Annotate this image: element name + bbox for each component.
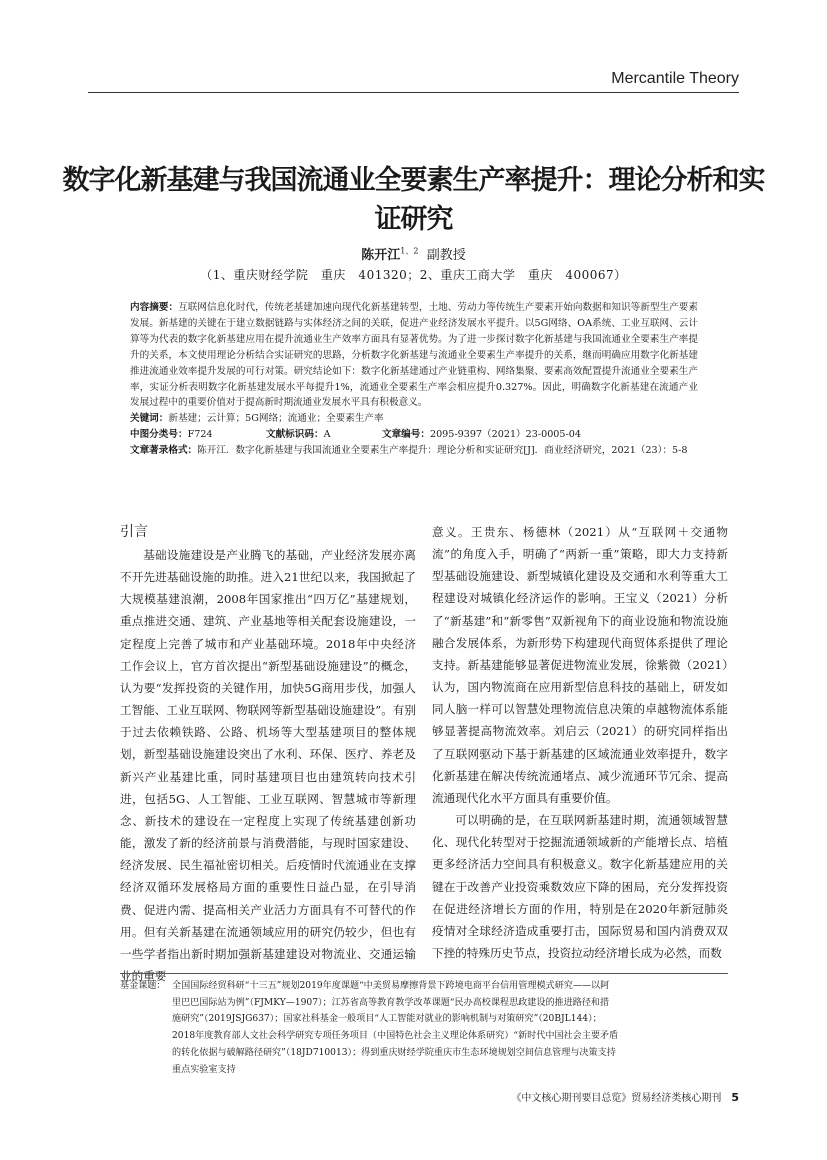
keywords: [130, 411, 698, 427]
funding-footnote: [120, 978, 728, 1078]
footnote-line: 2018年度教育部人文社会科学研究专项任务项目（中国特色社会主义理论体系研究）“新时代中国社会主要矛盾: [172, 1031, 619, 1042]
doc-code-label: 文献标识码：: [266, 429, 324, 441]
footnote-line: 重点实验室支持: [172, 1064, 236, 1075]
footnote-divider: [120, 973, 728, 974]
footnote-label: 基金课题：: [120, 981, 166, 991]
keywords-label: 关键词：: [130, 413, 169, 425]
body-column-left: [120, 521, 416, 987]
abstract: [130, 300, 698, 411]
footnote-line: 里巴巴国际站为例”（FJMKY—1907）；江苏省高等教育教学改革课题“民办高校课程思政建设的推进路径和措: [172, 997, 610, 1008]
section-heading: 引言: [120, 524, 148, 540]
journal-brand: Mercantile Theory: [611, 70, 739, 87]
header-divider: [88, 92, 739, 93]
clc-value: F724: [187, 429, 213, 441]
article-number-value: 2095-9397（2021）23-0005-04: [429, 429, 581, 441]
citation-text: 陈开江．数字化新基建与我国流通业全要素生产率提升：理论分析和实证研究[J]．商业经济研究，2021（23）：5-8: [197, 445, 688, 457]
page-footer: [511, 1089, 739, 1104]
body-paragraph: 意义。王贵东、杨德林（2021）从“互联网＋交通物流”的角度入手，明确了“两新一重”策略，即大力支持新型基础设施建设、新型城镇化建设及交通和水利等重大工程建设对城镇化经济运作的影响。王宝义（2021）分析了“新基建”和“新零售”双新视角下的商业设施和物流设施融合发展体系，为新形势下构建现代商贸体系提供了理论支持。新基建能够显著促进物流业发展，徐紫微（2021）认为，国内物流商在应用新型信息科技的基础上，研发如同人脑一样可以智慧处理物流信息决策的卓越物流体系能够显著提高物流效率。刘启云（2021）的研究同样指出了互联网驱动下基于新基建的区域流通业效率提升，数字化新基建在解决传统流通堵点、减少流通环节冗余、提高流通现代化水平方面具有重要价值。: [432, 525, 728, 805]
body-paragraph: 基础设施建设是产业腾飞的基础，产业经济发展亦离不开先进基础设施的助推。进入21世纪以来，我国掀起了大规模基建浪潮，2008年国家推出“四万亿”基建规划，重点推进交通、建筑、产业基地等相关配套设施建设，一定程度上完善了城市和产业基础环境。2018年中央经济工作会议上，官方首次提出“新型基础设施建设”的概念，认为要“发挥投资的关键作用，加快5G商用步伐，加强人工智能、工业互联网、物联网等新型基础设施建设”。有别于过去依赖铁路、公路、机场等大型基建项目的整体规划，新型基础设施建设突出了水利、环保、医疗、养老及新兴产业基建比重，同时基建项目也由建筑转向技术引进，包括5G、人工智能、工业互联网、智慧城市等新理念、新技术的建设在一定程度上实现了传统基建创新功能，激发了新的经济前景与消费潜能，与现时国家建设、经济发展、民生福祉密切相关。后疫情时代流通业在支撑经济双循环发展格局方面的重要性日益凸显，在引导消费、促进内需、提高相关产业活力方面具有不可替代的作用。但有关新基建在流通领域应用的研究仍较少，但也有一些学者指出新时期加强新基建建设对物流业、交通运输业的重要: [120, 548, 416, 983]
author-name: 陈开江: [361, 248, 401, 263]
classification-row: [130, 427, 698, 443]
keywords-text: 新基建；云计算；5G网络；流通业；全要素生产率: [168, 413, 384, 425]
clc-label: 中图分类号：: [130, 429, 188, 441]
author-superscript: 1、2: [400, 246, 419, 256]
abstract-label: 内容摘要：: [130, 302, 179, 313]
abstract-text: 互联网信息化时代，传统老基建加速向现代化新基建转型，土地、劳动力等传统生产要素开始向数据和知识等新型生产要素发展。新基建的关键在于建立数据链路与实体经济之间的关联，促进产业经济发展水平提升。以5G网络、OA系统、工业互联网、云计算等为代表的数字化新基建应用在提升流通业生产效率方面具有显著优势。为了进一步探讨数字化新基建与我国流通业全要素生产率提升的关系，本文使用理论分析结合实证研究的思路，分析数字化新基建与流通业全要素生产率提升的关系，继而明确应用数字化新基建推进流通业效率提升发展的可行对策。研究结论如下：数字化新基建通过产业链重构、网络集聚、要素高效配置提升流通业全要素生产率，实证分析表明数字化新基建发展水平每提升1%，流通业全要素生产率会相应提升0.327%。因此，明确数字化新基建在流通产业发展过程中的重要价值对于提高新时期流通业发展水平具有积极意义。: [130, 302, 699, 409]
body-column-right: [432, 521, 728, 964]
article-number-label: 文章编号：: [382, 429, 430, 441]
footnote-line: 施研究”（2019JSJG637）；国家社科基金一般项目“人工智能对就业的影响机制与对策研究”（20BJL144）；: [172, 1014, 602, 1025]
paper-title: 数字化新基建与我国流通业全要素生产率提升：理论分析和实证研究: [62, 165, 765, 235]
body-paragraph: 可以明确的是，在互联网新基建时期，流通领域智慧化、现代化转型对于挖掘流通领域新的产能增长点、培植更多经济活力空间具有积极意义。数字化新基建应用的关键在于改善产业投资乘数效应下降的困局，充分发挥投资在促进经济增长方面的作用，特别是在2020年新冠肺炎疫情对全球经济造成重要打击，国际贸易和国内消费双双下挫的特殊历史节点，投资拉动经济增长成为必然，而数: [432, 813, 728, 960]
footnote-line: 的转化依据与破解路径研究”（18JD710013）；得到重庆财经学院重庆市生态环境规划空间信息管理与决策支持: [172, 1047, 616, 1058]
author-affiliation: （1、重庆财经学院 重庆 401320；2、重庆工商大学 重庆 400067）: [200, 268, 627, 282]
front-matter: [130, 300, 698, 459]
author-role: 副教授: [426, 248, 466, 263]
page-number: 5: [731, 1091, 739, 1104]
doc-code-value: A: [323, 429, 331, 441]
citation: [130, 443, 698, 459]
footer-journal: 《中文核心期刊要目总览》贸易经济类核心期刊: [511, 1093, 722, 1104]
author-line: [0, 244, 827, 263]
footnote-line: 全国国际经贸科研“十三五”规划2019年度课题“中美贸易摩擦背景下跨境电商平台信用管理模式研究——以阿: [172, 981, 610, 991]
citation-label: 文章著录格式：: [130, 445, 198, 457]
